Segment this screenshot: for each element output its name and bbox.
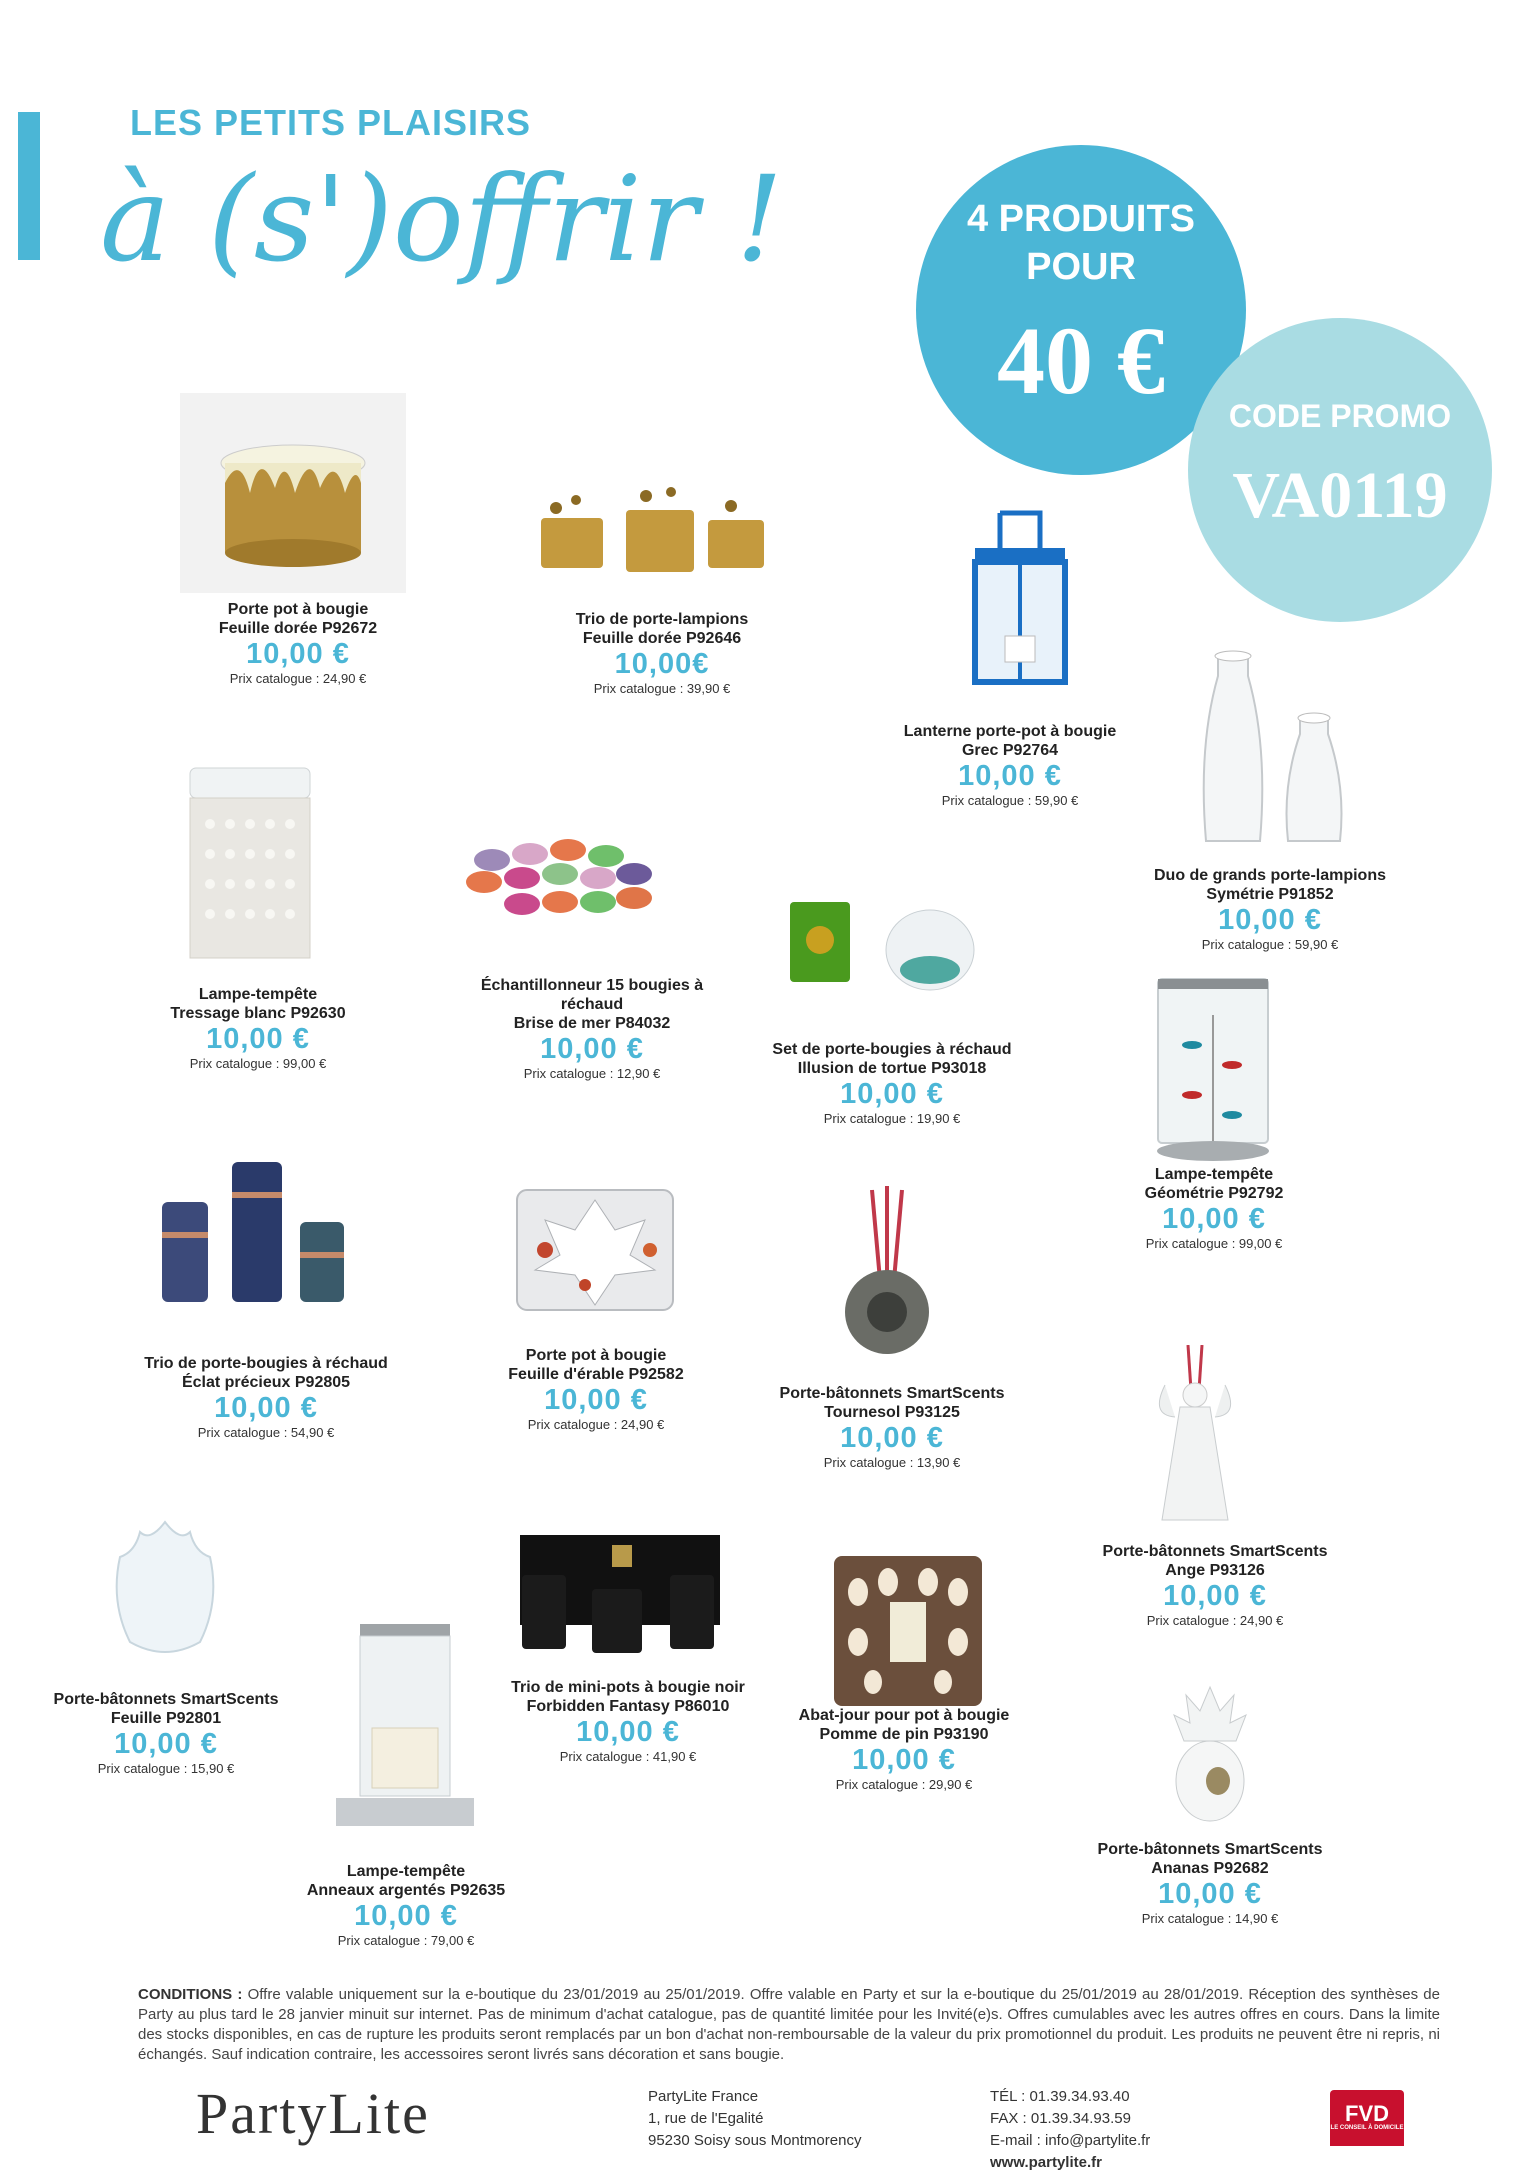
offer-price: 40 € — [997, 307, 1165, 414]
product-name: Abat-jour pour pot à bougie — [798, 1707, 1010, 1724]
product-image — [462, 830, 662, 925]
product-ref: Feuille dorée P92672 — [218, 620, 378, 637]
product-ref: Tournesol P93125 — [824, 1404, 960, 1421]
product-name: Lanterne porte-pot à bougie — [903, 723, 1117, 740]
product-price: 10,00 € — [540, 1033, 644, 1065]
email-link[interactable]: E-mail : info@partylite.fr — [990, 2132, 1151, 2149]
product-name: Trio de porte-bougies à réchaud — [144, 1355, 388, 1372]
headline-script: à (s')offrir ! — [100, 150, 784, 288]
product-price: 10,00€ — [614, 648, 710, 680]
product-name: Porte-bâtonnets SmartScents — [53, 1691, 279, 1708]
product-ref: Grec P92764 — [961, 742, 1059, 759]
catalog-price: Prix catalogue : 14,90 € — [1141, 1911, 1279, 1926]
address-block — [648, 2086, 861, 2152]
phone: TÉL : 01.39.34.93.40 — [990, 2088, 1130, 2105]
contact-block — [990, 2086, 1150, 2174]
product-ref: Feuille dorée P92646 — [582, 630, 742, 647]
catalog-price: Prix catalogue : 29,90 € — [835, 1777, 973, 1792]
product-card — [532, 610, 792, 698]
catalog-price: Prix catalogue : 99,00 € — [189, 1056, 327, 1071]
product-name: Trio de mini-pots à bougie noir — [511, 1679, 745, 1696]
product-name: Trio de porte-lampions — [575, 611, 749, 628]
catalog-price: Prix catalogue : 24,90 € — [527, 1417, 665, 1432]
product-image — [1168, 1685, 1252, 1825]
product-price: 10,00 € — [114, 1728, 218, 1760]
product-name: Porte-bâtonnets SmartScents — [779, 1385, 1005, 1402]
product-ref: Ananas P92682 — [1151, 1860, 1269, 1877]
catalog-price: Prix catalogue : 79,00 € — [337, 1933, 475, 1948]
product-price: 10,00 € — [206, 1023, 310, 1055]
conditions-body: Offre valable uniquement sur la e-boutique du 23/01/2019 au 25/01/2019. Offre valable en Party et sur la e-boutique du 25/01/2019 au 28/01/2019. Réception des synthèses de Party au plus tard le 28 janvier minuit sur internet. Pas de minimum d'achat catalogue, pas de quantité limitée pour les Invité(e)s. Offres cumulables avec les autres offres en cours. Dans la limite des stocks disponibles, en cas de rupture les produits seront remplacés par un bon d'achat non-remboursable de la valeur du prix promotionnel du produit. Les produits ne peuvent être ni repris, ni échangés. Sauf indication contraire, les accessoires seront livrés sans décoration et sans bougie. — [138, 1986, 1440, 2063]
promo-code: VA0119 — [1232, 459, 1448, 532]
product-image — [505, 1160, 685, 1330]
product-card — [762, 1040, 1022, 1128]
catalog-price: Prix catalogue : 24,90 € — [1146, 1613, 1284, 1628]
catalog-price: Prix catalogue : 24,90 € — [229, 671, 367, 686]
product-image — [140, 1122, 364, 1318]
product-price: 10,00 € — [576, 1716, 680, 1748]
catalog-price: Prix catalogue : 13,90 € — [823, 1455, 961, 1470]
offer-line1: 4 PRODUITS — [966, 198, 1196, 240]
catalog-price: Prix catalogue : 19,90 € — [823, 1111, 961, 1126]
catalog-price: Prix catalogue : 59,90 € — [1201, 937, 1339, 952]
promo-circle — [1188, 318, 1492, 622]
product-name: Set de porte-bougies à réchaud — [772, 1041, 1012, 1058]
product-card — [498, 1678, 758, 1766]
product-card — [774, 1706, 1034, 1794]
product-ref: Brise de mer P84032 — [513, 1015, 671, 1032]
accent-bar — [18, 112, 40, 260]
product-image — [180, 393, 406, 593]
product-card — [466, 1346, 726, 1434]
street: 1, rue de l'Egalité — [648, 2110, 764, 2127]
product-ref: Tressage blanc P92630 — [170, 1005, 346, 1022]
product-card — [1085, 1542, 1345, 1630]
product-ref: Ange P93126 — [1165, 1562, 1265, 1579]
product-image — [780, 880, 980, 1000]
fvd-label: FVD — [1345, 2101, 1389, 2126]
headline-small: LES PETITS PLAISIRS — [130, 102, 532, 143]
product-image — [180, 764, 320, 964]
product-card — [1080, 1840, 1340, 1928]
product-image — [822, 1180, 952, 1368]
product-image — [1152, 975, 1274, 1165]
product-image — [520, 1535, 720, 1655]
product-price: 10,00 € — [544, 1384, 648, 1416]
product-image — [1150, 1345, 1240, 1525]
product-ref: Géométrie P92792 — [1144, 1185, 1284, 1202]
product-price: 10,00 € — [1218, 904, 1322, 936]
product-ref: Illusion de tortue P93018 — [797, 1060, 987, 1077]
catalog-price: Prix catalogue : 41,90 € — [559, 1749, 697, 1764]
city: 95230 Soisy sous Montmorency — [648, 2132, 862, 2149]
product-image — [332, 1618, 478, 1830]
product-card — [1140, 866, 1400, 954]
product-name: Porte pot à bougie — [227, 601, 369, 618]
product-price: 10,00 € — [246, 638, 350, 670]
website-link[interactable]: www.partylite.fr — [990, 2154, 1102, 2171]
product-ref: Pomme de pin P93190 — [819, 1726, 989, 1743]
catalog-price: Prix catalogue : 39,90 € — [593, 681, 731, 696]
product-card — [136, 1354, 396, 1442]
product-ref: Éclat précieux P92805 — [181, 1374, 351, 1391]
product-ref: Forbidden Fantasy P86010 — [526, 1698, 730, 1715]
product-price: 10,00 € — [840, 1078, 944, 1110]
product-card — [276, 1862, 536, 1950]
product-card — [880, 722, 1140, 810]
conditions-text — [138, 1985, 1440, 2065]
catalog-price: Prix catalogue : 99,00 € — [1145, 1236, 1283, 1251]
product-name: Porte-bâtonnets SmartScents — [1097, 1841, 1323, 1858]
product-ref: Feuille d'érable P92582 — [508, 1366, 684, 1383]
product-ref: Feuille P92801 — [110, 1710, 222, 1727]
product-card — [168, 600, 428, 688]
conditions-label: CONDITIONS : — [138, 1986, 243, 2003]
product-price: 10,00 € — [958, 760, 1062, 792]
product-price: 10,00 € — [840, 1422, 944, 1454]
product-image — [828, 1542, 988, 1712]
product-ref: Anneaux argentés P92635 — [306, 1882, 506, 1899]
product-price: 10,00 € — [1158, 1878, 1262, 1910]
catalog-price: Prix catalogue : 59,90 € — [941, 793, 1079, 808]
product-card — [36, 1690, 296, 1778]
product-name: Duo de grands porte-lampions — [1153, 867, 1386, 884]
product-price: 10,00 € — [852, 1744, 956, 1776]
product-card — [462, 976, 722, 1083]
fvd-sub: LE CONSEIL À DOMICILE — [1330, 2125, 1404, 2131]
product-price: 10,00 € — [1162, 1203, 1266, 1235]
product-card — [128, 985, 388, 1073]
catalog-price: Prix catalogue : 54,90 € — [197, 1425, 335, 1440]
product-price: 10,00 € — [1163, 1580, 1267, 1612]
product-ref: Symétrie P91852 — [1206, 886, 1334, 903]
catalog-price: Prix catalogue : 12,90 € — [523, 1066, 661, 1081]
promo-label: CODE PROMO — [1228, 398, 1452, 434]
product-name: Lampe-tempête — [346, 1863, 466, 1880]
company-name: PartyLite France — [648, 2088, 759, 2105]
product-image — [955, 508, 1085, 688]
product-price: 10,00 € — [354, 1900, 458, 1932]
product-name: Lampe-tempête — [1154, 1166, 1274, 1183]
product-image — [1188, 636, 1360, 846]
fax: FAX : 01.39.34.93.59 — [990, 2110, 1131, 2127]
product-card — [762, 1384, 1022, 1472]
product-price: 10,00 € — [214, 1392, 318, 1424]
product-image — [100, 1512, 230, 1662]
fvd-badge — [1330, 2090, 1404, 2146]
product-name: Lampe-tempête — [198, 986, 318, 1003]
product-name: Porte-bâtonnets SmartScents — [1102, 1543, 1328, 1560]
catalog-price: Prix catalogue : 15,90 € — [97, 1761, 235, 1776]
product-image — [536, 478, 766, 578]
offer-line2: POUR — [1026, 246, 1136, 288]
product-card — [1084, 1165, 1344, 1253]
product-name: Porte pot à bougie — [525, 1347, 667, 1364]
partylite-logo: PartyLite — [196, 2081, 430, 2146]
product-name: Échantillonneur 15 bougies à réchaud — [480, 977, 704, 1013]
